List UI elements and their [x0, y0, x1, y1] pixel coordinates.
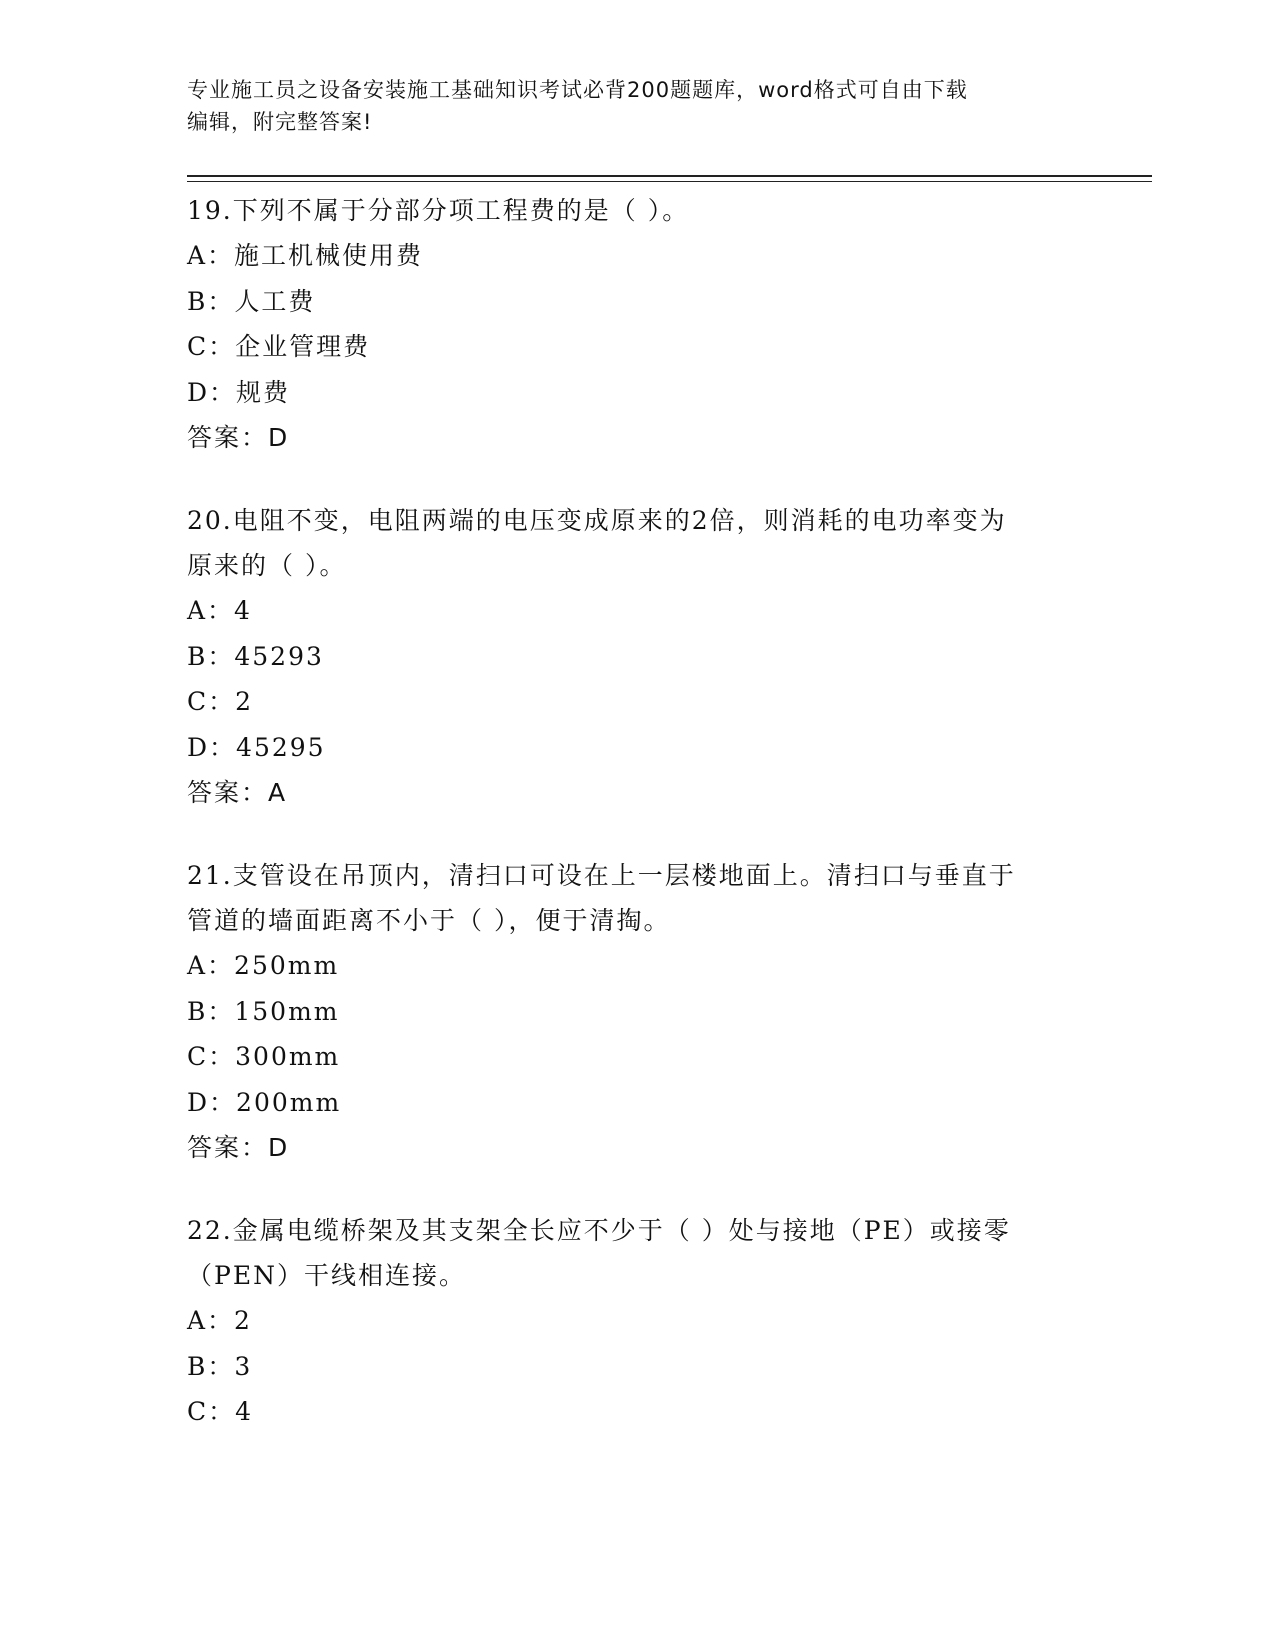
option-c: C：300mm	[187, 1042, 341, 1071]
question-22	[187, 1208, 1087, 1435]
question-stem: 20.电阻不变，电阻两端的电压变成原来的2倍，则消耗的电功率变为	[187, 506, 1007, 535]
answer-label: 答案：A	[187, 778, 288, 807]
question-stem-continued: 原来的（ ）。	[187, 551, 347, 580]
option-a: A：2	[187, 1306, 252, 1335]
question-stem: 21.支管设在吊顶内，清扫口可设在上一层楼地面上。清扫口与垂直于	[187, 861, 1016, 890]
option-b: B：45293	[187, 641, 324, 671]
option-d: D：规费	[187, 377, 291, 407]
question-stem: 22.金属电缆桥架及其支架全长应不少于（ ）处与接地（PE）或接零	[187, 1216, 1011, 1245]
option-c: C：2	[187, 687, 254, 716]
option-b: B：人工费	[187, 286, 316, 316]
document-header	[187, 74, 1087, 138]
header-divider-thin	[187, 181, 1152, 182]
option-a: A：施工机械使用费	[187, 241, 424, 270]
header-title-line-2: 编辑，附完整答案!	[187, 110, 373, 134]
answer-label: 答案：D	[187, 1133, 290, 1162]
option-c: C：4	[187, 1397, 254, 1426]
question-stem: 19.下列不属于分部分项工程费的是（ ）。	[187, 196, 690, 225]
header-divider-thick	[187, 175, 1152, 177]
question-19	[187, 188, 1087, 460]
option-c: C：企业管理费	[187, 332, 371, 361]
option-d: D：200mm	[187, 1087, 342, 1117]
question-21	[187, 853, 1087, 1170]
option-d: D：45295	[187, 732, 326, 762]
option-a: A：250mm	[187, 951, 340, 980]
option-b: B：150mm	[187, 996, 340, 1026]
question-stem-continued: （PEN）干线相连接。	[187, 1261, 466, 1290]
question-list	[187, 188, 1087, 1473]
question-stem-continued: 管道的墙面距离不小于（ ），便于清掏。	[187, 906, 671, 935]
option-b: B：3	[187, 1351, 253, 1381]
option-a: A：4	[187, 596, 252, 625]
answer-label: 答案：D	[187, 423, 290, 452]
question-20	[187, 498, 1087, 815]
header-title-line-1: 专业施工员之设备安装施工基础知识考试必背200题题库，word格式可自由下载	[187, 78, 968, 102]
